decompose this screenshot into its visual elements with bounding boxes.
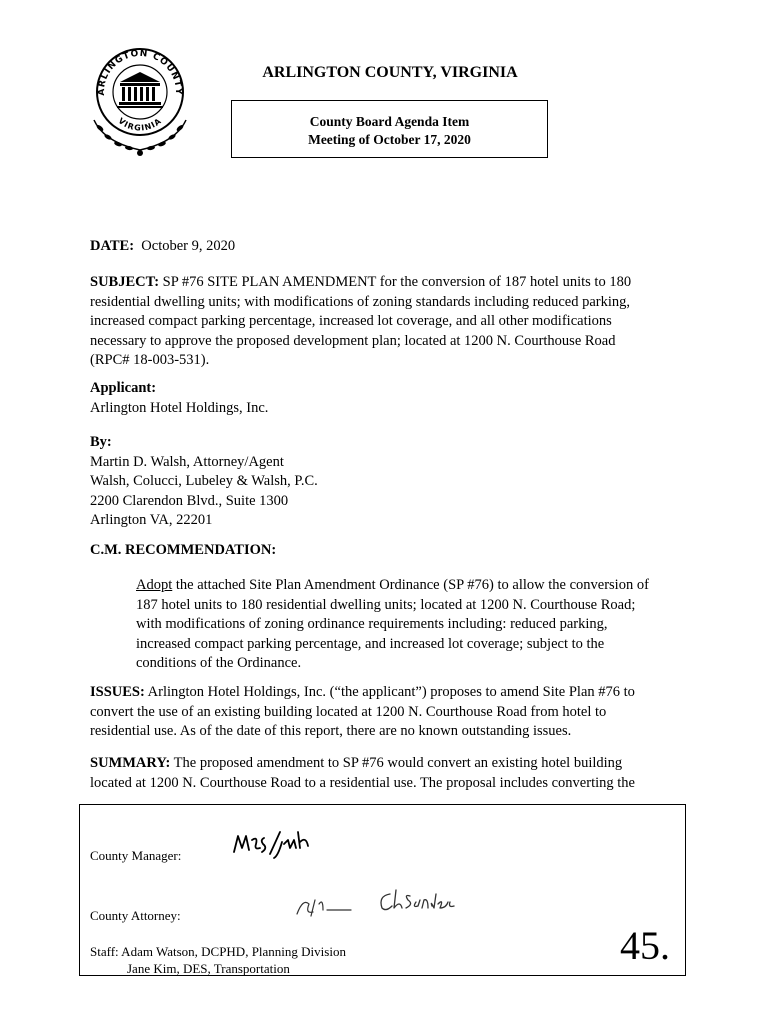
recommendation-line: conditions of the Ordinance. — [136, 655, 302, 671]
svg-text:VIRGINIA: VIRGINIA — [116, 116, 164, 133]
agent-line: Arlington VA, 22201 — [90, 512, 213, 528]
summary-label: SUMMARY: — [90, 755, 171, 771]
date-label: DATE: — [90, 238, 135, 254]
issues-line: convert the use of an existing building located at 1200 N. Courthouse Road from hotel to — [90, 703, 607, 720]
subject-line: residential dwelling units; with modifications of zoning standards including reduced parking, — [90, 293, 631, 310]
svg-text:ARLINGTON COUNTY: ARLINGTON COUNTY — [96, 48, 184, 96]
staff-line: Staff: Adam Watson, DCPHD, Planning Division — [90, 944, 346, 959]
issues-line: Arlington Hotel Holdings, Inc. (“the applicant”) proposes to amend Site Plan #76 to — [144, 684, 635, 700]
adopt-word: Adopt — [136, 577, 173, 593]
agent-line: 2200 Clarendon Blvd., Suite 1300 — [90, 492, 289, 509]
agenda-item-number: 45. — [620, 923, 670, 968]
county-seal-logo — [90, 46, 190, 166]
by-label: By: — [90, 434, 112, 450]
applicant-name: Arlington Hotel Holdings, Inc. — [90, 399, 269, 416]
recommendation-line: the attached Site Plan Amendment Ordinance (SP #76) to allow the conversion of — [172, 577, 649, 593]
subject-line: (RPC# 18-003-531). — [90, 352, 210, 368]
recommendation-line: with modifications of zoning ordinance requirements including: reduced parking, — [136, 616, 608, 632]
subject-section — [90, 273, 690, 371]
issues-line: residential use. As of the date of this report, there are no known outstanding issues. — [90, 723, 572, 739]
staff-line: Jane Kim, DES, Transportation — [127, 961, 290, 976]
date-section — [90, 237, 690, 257]
subject-line: increased compact parking percentage, increased lot coverage, and all other modifications — [90, 313, 612, 329]
summary-line: The proposed amendment to SP #76 would convert an existing hotel building — [170, 755, 623, 771]
agent-line: Martin D. Walsh, Attorney/Agent — [90, 453, 284, 470]
county-manager-signature — [230, 826, 320, 862]
county-attorney-signature — [293, 890, 355, 920]
subject-line: SP #76 SITE PLAN AMENDMENT for the conversion of 187 hotel units to 180 — [162, 274, 632, 290]
summary-line: located at 1200 N. Courthouse Road to a residential use. The proposal includes converting the — [90, 774, 635, 791]
applicant-section — [90, 379, 690, 418]
issues-section — [90, 683, 690, 742]
recommendation-text — [136, 576, 676, 674]
summary-section — [90, 754, 690, 793]
applicant-label: Applicant: — [90, 380, 157, 396]
agent-section — [90, 433, 690, 531]
subject-line: necessary to approve the proposed development plan; located at 1200 N. Courthouse Road — [90, 332, 616, 349]
date-value: October 9, 2020 — [141, 238, 236, 254]
county-manager-label: County Manager: — [90, 848, 182, 863]
meeting-date-line: Meeting of October 17, 2020 — [308, 132, 471, 147]
county-attorney-signature — [376, 886, 456, 918]
agenda-item-line: County Board Agenda Item — [309, 114, 470, 129]
subject-label: SUBJECT: — [90, 274, 160, 290]
recommendation-line: 187 hotel units to 180 residential dwelling units; located at 1200 N. Courthouse Road; — [136, 596, 636, 613]
recommendation-line: increased compact parking percentage, and increased lot coverage; subject to the — [136, 635, 605, 652]
county-title: ARLINGTON COUNTY, VIRGINIA — [262, 64, 518, 81]
agent-line: Walsh, Colucci, Lubeley & Walsh, P.C. — [90, 473, 318, 489]
recommendation-label: C.M. RECOMMENDATION: — [90, 542, 277, 558]
county-attorney-label: County Attorney: — [90, 908, 181, 923]
agenda-item-box — [231, 100, 548, 158]
issues-label: ISSUES: — [90, 684, 145, 700]
